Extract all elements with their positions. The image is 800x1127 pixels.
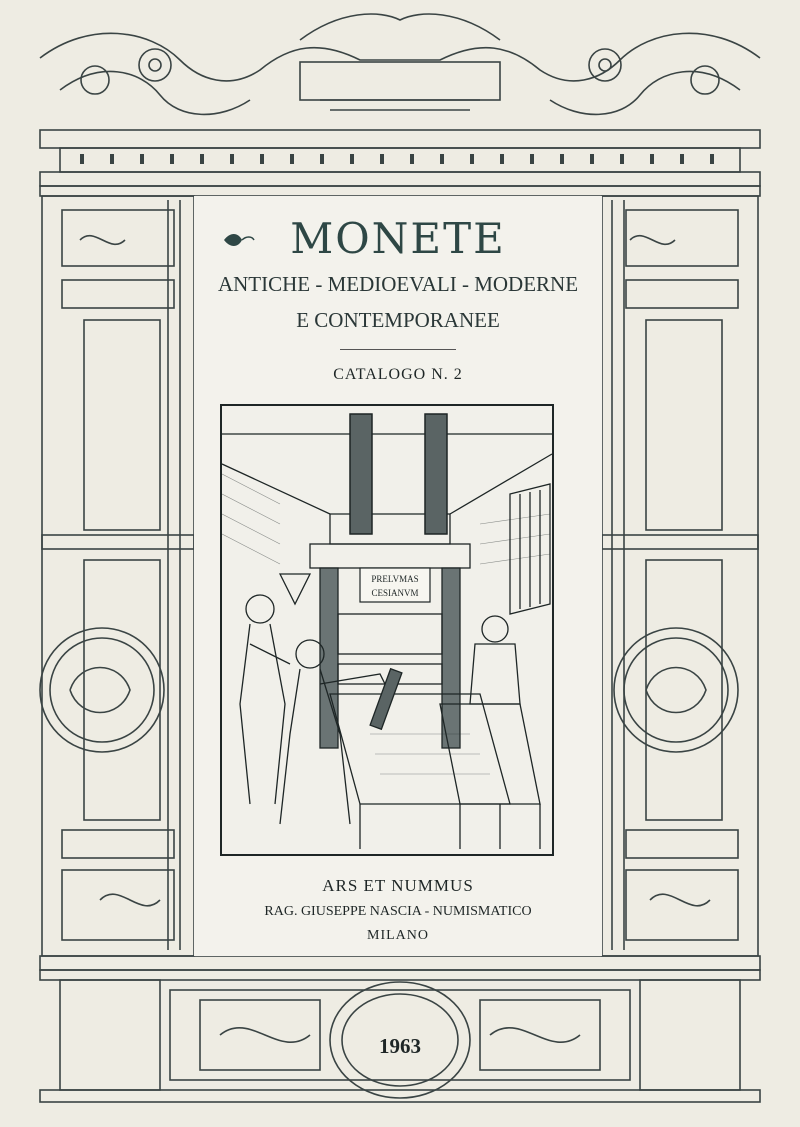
central-panel xyxy=(194,196,602,956)
subtitle-line-2: E CONTEMPORANEE xyxy=(296,308,500,332)
catalog-title: MONETE xyxy=(290,214,506,263)
inscription-line-1: PRELVMAS xyxy=(371,574,419,584)
title-divider xyxy=(340,349,456,350)
inscription-line-2: CESIANVM xyxy=(371,588,419,598)
publication-year: 1963 xyxy=(379,1034,421,1058)
subtitle-line-1: ANTICHE - MEDIOEVALI - MODERNE xyxy=(217,272,579,296)
catalog-number: CATALOGO N. 2 xyxy=(333,366,463,383)
city-name: MILANO xyxy=(367,928,429,943)
publisher-name: ARS ET NUMMUS xyxy=(322,876,474,895)
printing-press-woodcut xyxy=(220,404,554,856)
dealer-name: RAG. GIUSEPPE NASCIA - NUMISMATICO xyxy=(264,904,532,919)
